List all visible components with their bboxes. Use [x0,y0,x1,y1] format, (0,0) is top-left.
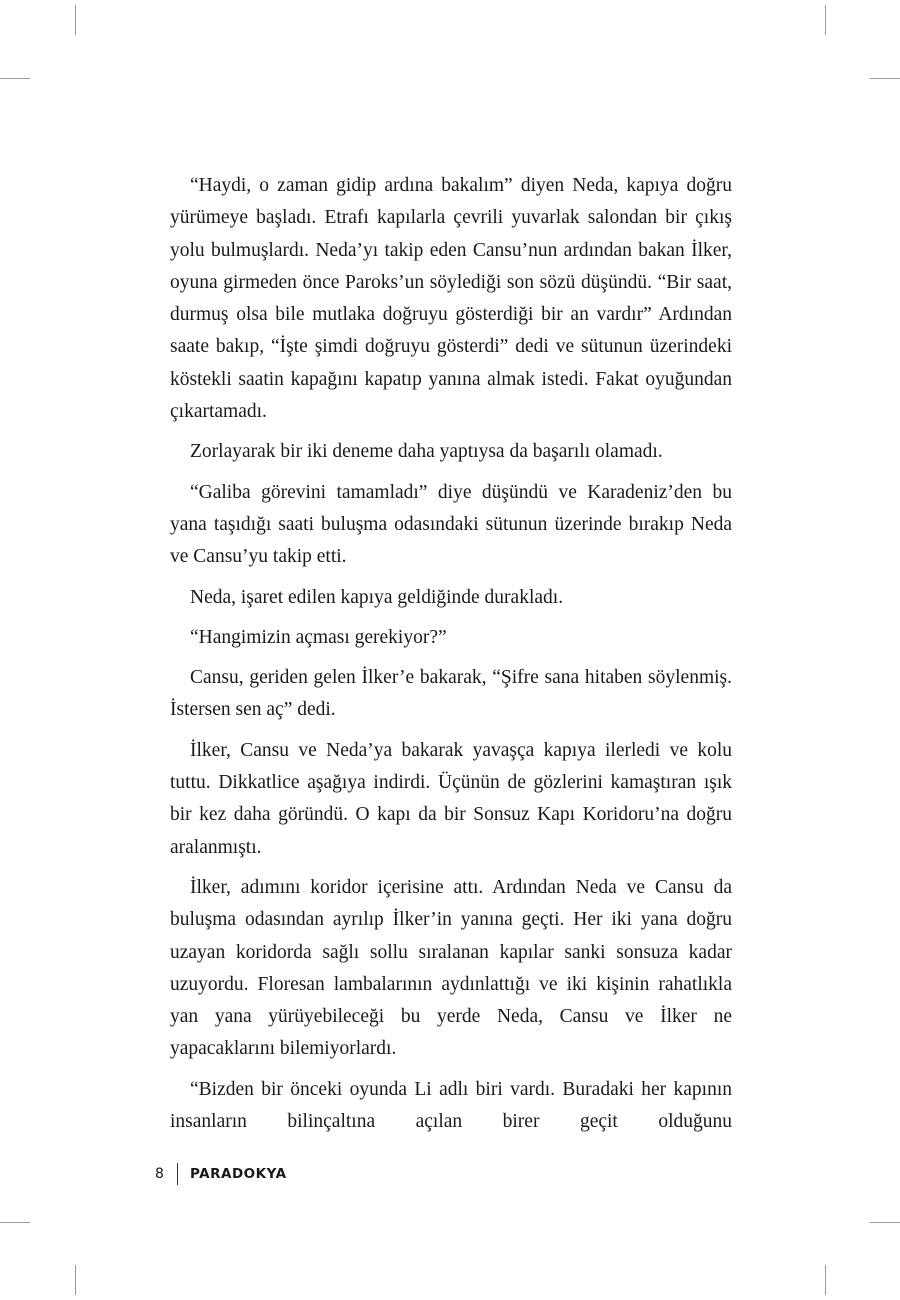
paragraph: “Galiba görevini tamamladı” diye düşündü ve Karadeniz’den bu yana taşıdığı saati buluşma odasındaki sütunun üzerinde bırakıp Neda ve Cansu’yu takip etti. [170,481,732,568]
book-title: PARADOKYA [190,1166,287,1182]
crop-mark-top-right [825,5,826,35]
crop-mark-bottom-right [825,1265,826,1295]
paragraph: “Hangimizin açması gerekiyor?” [190,626,447,648]
footer-divider [177,1163,178,1185]
crop-mark-right-bottom [870,1222,900,1223]
paragraph: Neda, işaret edilen kapıya geldiğinde durakladı. [190,586,564,608]
paragraph: “Bizden bir önceki oyunda Li adlı biri vardı. Buradaki her kapının insanların bilinçaltına açılan birer geçit olduğunu [170,1078,732,1133]
paragraph: “Haydi, o zaman gidip ardına bakalım” diyen Neda, kapıya doğru yürümeye başladı. Etrafı kapılarla çevrili yuvarlak salondan bir çıkış yolu bulmuşlardı. Neda’yı takip eden Cansu’nun ardından bakan İlker, oyuna girmeden önce Paroks’un söylediği son sözü düşündü. “Bir saat, durmuş olsa bile mutlaka doğruyu gösterdiği bir an vardır” Ardından saate bakıp, “İşte şimdi doğruyu gösterdi” dedi ve sütunun üzerindeki köstekli saatin kapağını kapatıp yanına almak istedi. Fakat oyuğundan çıkartamadı. [170,175,732,423]
paragraph: İlker, adımını koridor içerisine attı. Ardından Neda ve Cansu da buluşma odasından ayrılıp İlker’in yanına geçti. Her iki yana doğru uzayan koridorda sağlı sollu sıralanan kapılar sanki sonsuza kadar uzuyordu. Floresan lambalarının aydınlattığı ve iki kişinin rahatlıkla yan yana yürüyebileceği bu yerde Neda, Cansu ve İlker ne yapacaklarını bilemiyorlardı. [170,876,732,1060]
paragraph: İlker, Cansu ve Neda’ya bakarak yavaşça kapıya ilerledi ve kolu tuttu. Dikkatlice aşağıya indirdi. Üçünün de gözlerini kamaştıran ışık bir kez daha göründü. O kapı da bir Sonsuz Kapı Koridoru’na doğru aralanmıştı. [170,739,732,858]
crop-mark-top-left [75,5,76,35]
page-number: 8 [155,1166,164,1182]
paragraph: Cansu, geriden gelen İlker’e bakarak, “Şifre sana hitaben söylenmiş. İstersen sen aç” dedi. [170,667,732,721]
crop-mark-right-top [870,78,900,79]
crop-mark-left-bottom [0,1222,30,1223]
crop-mark-left-top [0,78,30,79]
body-text [170,170,732,1138]
crop-mark-bottom-left [75,1265,76,1295]
page-footer [155,1162,287,1186]
paragraph: Zorlayarak bir iki deneme daha yaptıysa da başarılı olamadı. [190,441,663,463]
